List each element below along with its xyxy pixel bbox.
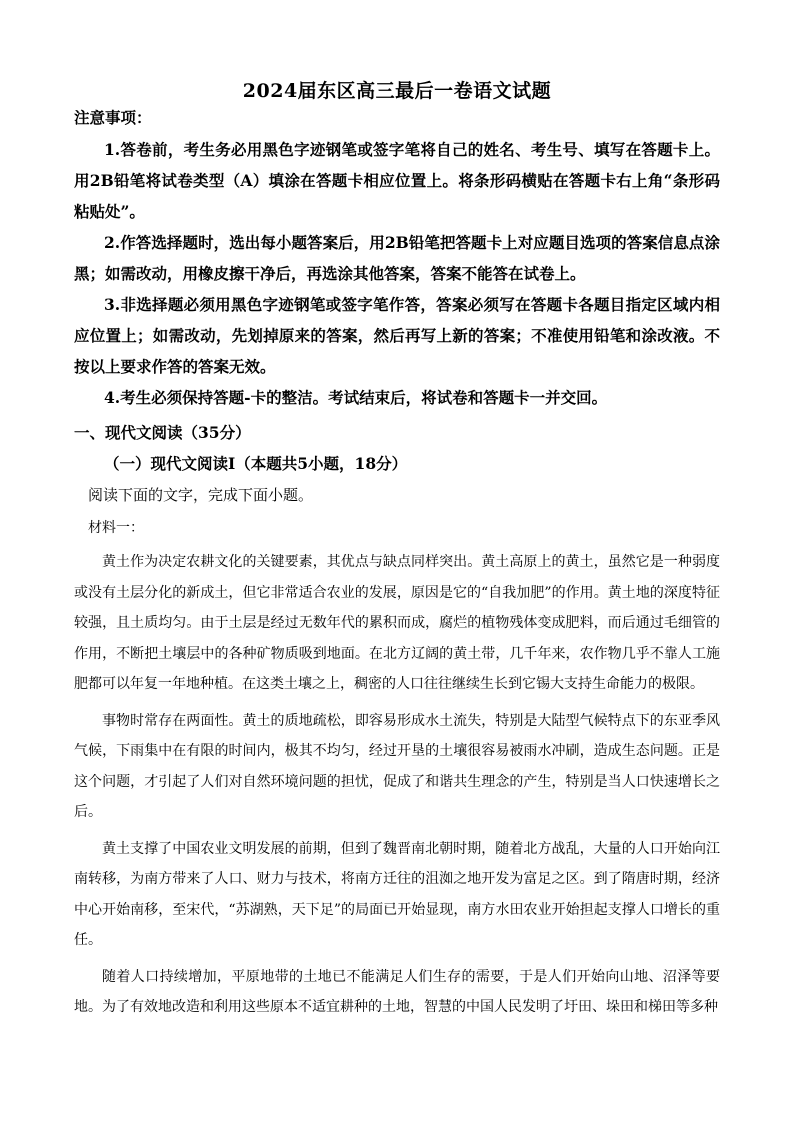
notice-item: 1.答卷前，考生务必用黑色字迹钢笔或签字笔将自己的姓名、考生号、填写在答题卡上。用2B铅笔将试卷类型（A）填涂在答题卡相应位置上。将条形码横贴在答题卡右上角“条形码粘贴处”。: [74, 140, 720, 221]
material-paragraph: 事物时常存在两面性。黄土的质地疏松，即容易形成水土流失，特别是大陆型气候特点下的东亚季风气候，下雨集中在有限的时间内，极其不均匀，经过开垦的土壤很容易被雨水冲刷，造成生态问题。正是这个问题，才引起了人们对自然环境问题的担忧，促成了和谐共生理念的产生，特别是当人口快速增长之后。: [74, 712, 720, 820]
material-paragraph: 随着人口持续增加，平原地带的土地已不能满足人们生存的需要，于是人们开始向山地、沼泽等要地。为了有效地改造和利用这些原本不适宜耕种的土地，智慧的中国人民发明了圩田、垛田和梯田等多种: [74, 968, 720, 1015]
section-heading: 一、现代文阅读（35分）: [74, 423, 251, 442]
reading-instruction: 阅读下面的文字，完成下面小题。: [88, 486, 314, 504]
document-title: 2024届东区高三最后一卷语文试题: [242, 80, 552, 102]
material-paragraph: 黄土作为决定农耕文化的关键要素，其优点与缺点同样突出。黄土高原上的黄土，虽然它是一种弱度或没有土层分化的新成土，但它非常适合农业的发展，原因是它的“自我加肥”的作用。黄土地的深度特征较强，且土质均匀。由于土层是经过无数年代的累积而成，腐烂的植物残体变成肥料，而后通过毛细管的作用，不断把土壤层中的各种矿物质吸到地面。在北方辽阔的黄土带，几千年来，农作物几乎不靠人工施肥都可以年复一年地种植。在这类土壤之上，稠密的人口往往继续生长到它锡大支持生命能力的极限。: [74, 554, 720, 692]
notice-item: 2.作答选择题时，选出每小题答案后，用2B铅笔把答题卡上对应题目选项的答案信息点涂黑；如需改动，用橡皮擦干净后，再选涂其他答案，答案不能答在试卷上。: [74, 233, 720, 283]
material-label: 材料一：: [88, 520, 144, 536]
material-text: [74, 547, 720, 1029]
notice-item: 3.非选择题必须用黑色字迹钢笔或签字笔作答，答案必须写在答题卡各题目指定区域内相应位置上；如需改动，先划掉原来的答案，然后再写上新的答案；不准使用铅笔和涂改液。不按以上要求作答的答案无效。: [74, 295, 720, 376]
notice-item: 4.考生必须保持答题-卡的整洁。考试结束后，将试卷和答题卡一并交回。: [104, 388, 608, 407]
subsection-heading: （一）现代文阅读Ⅰ（本题共5小题，18分）: [104, 454, 408, 473]
notice-list: [74, 134, 720, 413]
notice-label: 注意事项：: [74, 108, 152, 127]
material-paragraph: 黄土支撑了中国农业文明发展的前期，但到了魏晋南北朝时期，随着北方战乱，大量的人口开始向江南转移，为南方带来了人口、财力与技术，将南方迁往的沮洳之地开发为富足之区。到了隋唐时期，经济中心开始南移，至宋代，“苏湖熟，天下足”的局面已开始显现，南方水田农业开始担起支撑人口增长的重任。: [74, 840, 720, 948]
